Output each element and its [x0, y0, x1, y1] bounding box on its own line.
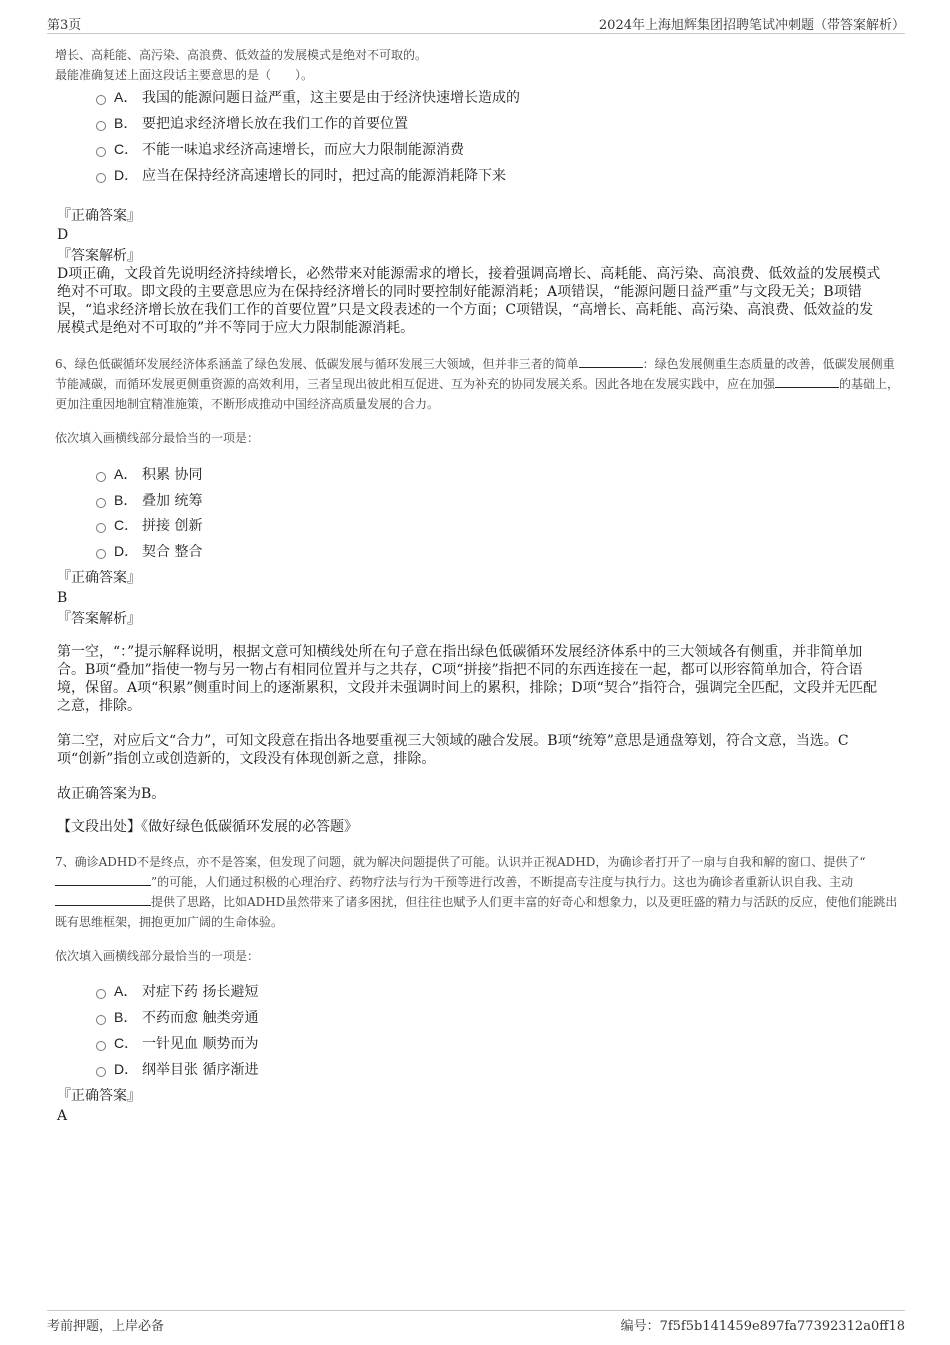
page-number: 第3页	[47, 18, 82, 33]
q6-stem: 6、绿色低碳循环发展经济体系涵盖了绿色发展、低碳发展与循环发展三大领域，但并非三者的简单 ：绿色发展侧重生态质量的改善，低碳发展侧重节能减碳，而循环发展更侧重资源的高效利用，三者呈现出彼此相互促进、互为补充的协同发展关系。因此各地在发展实践中，应在加强 的基础上，更加注重因地制宜精准施策，不断形成推动中国经济高质量发展的合力。	[55, 357, 900, 411]
radio-icon[interactable]	[96, 147, 106, 157]
q5-option-d[interactable]: D． 应当在保持经济高速增长的同时，把过高的能源消耗降下来	[96, 165, 506, 185]
q6-analysis-p1: 第一空，“：”提示解释说明，根据文意可知横线处所在句子意在指出绿色低碳循环发展经济体系中的三大领域各有侧重，并非简单加合。B项“叠加”指使一物与另一物占有相同位置并与之共存，C项“拼接”指把不同的东西连接在一起，都可以形容简单加合，符合语境，保留。A项“积累”侧重时间上的逐渐累积，文段并未强调时间上的累积，排除；D项“契合”指符合，强调完全匹配，文段并无匹配之意，排除。	[57, 644, 877, 714]
q6-prompt: 依次填入画横线部分最恰当的一项是：	[55, 431, 260, 445]
radio-icon[interactable]	[96, 121, 106, 131]
document-id: 编号：7f5f5b141459e897fa77392312a0ff18	[620, 1319, 905, 1334]
q6-option-a[interactable]: A． 积累 协同	[96, 464, 202, 484]
q6-analysis-label: 『答案解析』	[57, 611, 141, 627]
q7-answer-label: 『正确答案』	[57, 1088, 141, 1104]
radio-icon[interactable]	[96, 95, 106, 105]
q5-answer-label: 『正确答案』	[57, 208, 141, 224]
blank-line	[775, 375, 839, 388]
q6-option-c[interactable]: C． 拼接 创新	[96, 515, 202, 535]
q5-option-c[interactable]: C． 不能一味追求经济高速增长，而应大力限制能源消费	[96, 139, 464, 159]
radio-icon[interactable]	[96, 989, 106, 999]
blank-line	[55, 873, 151, 886]
blank-line	[579, 355, 643, 368]
blank-line	[55, 893, 151, 906]
q6-answer-label: 『正确答案』	[57, 570, 141, 586]
radio-icon[interactable]	[96, 1067, 106, 1077]
radio-icon[interactable]	[96, 1041, 106, 1051]
radio-icon[interactable]	[96, 498, 106, 508]
document-title: 2024年上海旭辉集团招聘笔试冲刺题（带答案解析）	[598, 18, 905, 33]
radio-icon[interactable]	[96, 549, 106, 559]
q5-option-a[interactable]: A． 我国的能源问题日益严重，这主要是由于经济快速增长造成的	[96, 87, 520, 107]
q7-option-b[interactable]: B． 不药而愈 触类旁通	[96, 1007, 258, 1027]
q7-answer: A	[57, 1108, 68, 1124]
radio-icon[interactable]	[96, 173, 106, 183]
radio-icon[interactable]	[96, 523, 106, 533]
q5-analysis-label: 『答案解析』	[57, 248, 141, 264]
radio-icon[interactable]	[96, 472, 106, 482]
q5-stem-line2: 最能准确复述上面这段话主要意思的是（ ）。	[55, 68, 314, 82]
q6-option-d[interactable]: D． 契合 整合	[96, 541, 202, 561]
q7-option-d[interactable]: D． 纲举目张 循序渐进	[96, 1059, 258, 1079]
q6-answer: B	[57, 590, 68, 606]
footer-slogan: 考前押题，上岸必备	[47, 1319, 165, 1334]
q6-source: 【文段出处】《做好绿色低碳循环发展的必答题》	[57, 819, 358, 835]
page-footer	[47, 1310, 905, 1333]
q5-option-b[interactable]: B． 要把追求经济增长放在我们工作的首要位置	[96, 113, 408, 133]
q5-stem-line1: 增长、高耗能、高污染、高浪费、低效益的发展模式是绝对不可取的。	[55, 48, 428, 62]
q6-analysis-p3: 故正确答案为B。	[57, 786, 166, 802]
q7-option-a[interactable]: A． 对症下药 扬长避短	[96, 981, 258, 1001]
radio-icon[interactable]	[96, 1015, 106, 1025]
q7-stem: 7、确诊ADHD不是终点，亦不是答案，但发现了问题，就为解决问题提供了可能。认识并正视ADHD，为确诊者打开了一扇与自我和解的窗口、提供了“”的可能，人们通过积极的心理治疗、药物疗法与行为干预等进行改善，不断提高专注度与执行力。这也为确诊者重新认识自我、主动提供了思路，比如ADHD虽然带来了诸多困扰，但往往也赋予人们更丰富的好奇心和想象力，以及更旺盛的精力与活跃的反应，使他们能跳出既有思维框架，拥抱更加广阔的生命体验。	[55, 855, 898, 929]
q5-answer: D	[57, 227, 69, 243]
q7-option-c[interactable]: C． 一针见血 顺势而为	[96, 1033, 258, 1053]
page-header	[47, 14, 905, 34]
q5-analysis: D项正确，文段首先说明经济持续增长，必然带来对能源需求的增长，接着强调高增长、高耗能、高污染、高浪费、低效益的发展模式绝对不可取。即文段的主要意思应为在保持经济增长的同时要控制好能源消耗；A项错误，“能源问题日益严重”与文段无关；B项错误，“追求经济增长放在我们工作的首要位置”只是文段表述的一个方面；C项错误，“高增长、高耗能、高污染、高浪费、低效益的发展模式是绝对不可取的”并不等同于应大力限制能源消耗。	[57, 266, 881, 336]
q6-option-b[interactable]: B． 叠加 统筹	[96, 490, 202, 510]
q7-prompt: 依次填入画横线部分最恰当的一项是：	[55, 949, 260, 963]
q6-analysis-p2: 第二空，对应后文“合力”，可知文段意在指出各地要重视三大领域的融合发展。B项“统筹”意思是通盘筹划，符合文意，当选。C项“创新”指创立或创造新的，文段没有体现创新之意，排除。	[57, 733, 849, 767]
